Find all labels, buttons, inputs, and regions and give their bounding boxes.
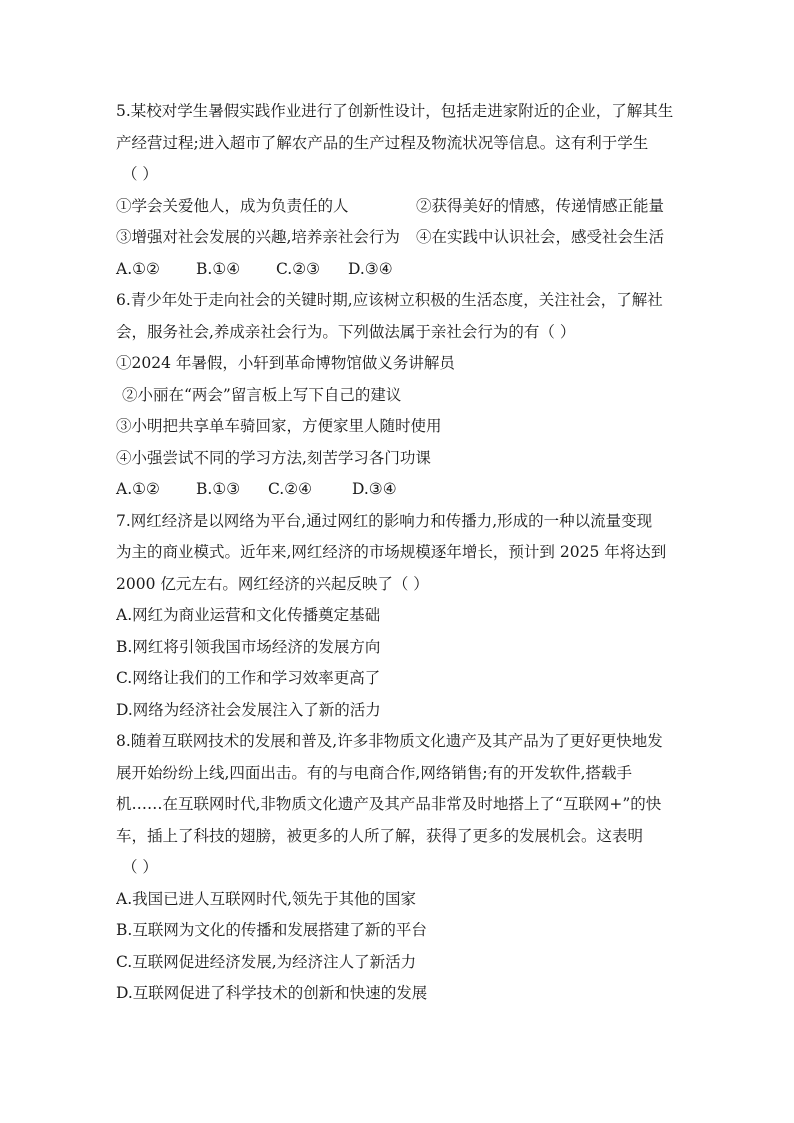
statement-item: ②小丽在“两会”留言板上写下自己的建议 bbox=[122, 385, 402, 404]
option-d: D.互联网促进了科学技术的创新和快速的发展 bbox=[116, 984, 428, 1002]
answer-parentheses: （ ） bbox=[122, 165, 158, 183]
statement-item: ④小强尝试不同的学习方法,刻苦学习各门功课 bbox=[116, 448, 431, 467]
question-stem-line: 产经营过程;进入超市了解农产品的生产过程及物流状况等信息。这有利于学生 bbox=[116, 133, 649, 152]
option-b: B.互联网为文化的传播和发展搭建了新的平台 bbox=[116, 921, 427, 939]
statement-item: ①2024 年暑假，小轩到革命博物馆做义务讲解员 bbox=[116, 354, 455, 372]
question-stem-line: 8.随着互联网技术的发展和普及,许多非物质文化遗产及其产品为了更好更快地发 bbox=[116, 732, 663, 750]
option-c: C.互联网促进经济发展,为经济注人了新活力 bbox=[116, 952, 417, 971]
option-c: C.网络让我们的工作和学习效率更高了 bbox=[116, 669, 381, 687]
statement-item: ③小明把共享单车骑回家，方便家里人随时使用 bbox=[116, 417, 442, 435]
option-b: B.①③ bbox=[196, 480, 241, 498]
statement-row bbox=[116, 191, 686, 223]
question-5 bbox=[116, 96, 686, 285]
option-d: D.网络为经济社会发展注入了新的活力 bbox=[116, 700, 381, 719]
option-a: A.①② bbox=[116, 480, 160, 498]
question-stem-line: 车，插上了科技的翅膀，被更多的人所了解，获得了更多的发展机会。这表明 bbox=[116, 826, 644, 845]
option-b: B.网红将引领我国市场经济的发展方向 bbox=[116, 637, 381, 656]
options-row bbox=[116, 474, 686, 506]
option-c: C.②③ bbox=[276, 259, 321, 278]
statement-item: ①学会关爱他人，成为负责任的人 bbox=[116, 196, 349, 215]
question-stem-line: 为主的商业模式。近年来,网红经济的市场规模逐年增长，预计到 2025 年将达到 bbox=[116, 543, 667, 561]
question-stem-line: 会，服务社会,养成亲社会行为。下列做法属于亲社会行为的有（ ） bbox=[116, 322, 576, 341]
option-d: D.③④ bbox=[348, 259, 393, 278]
option-a: A.我国已进人互联网时代,领先于其他的国家 bbox=[116, 889, 417, 908]
option-b: B.①④ bbox=[196, 259, 241, 278]
question-8 bbox=[116, 726, 686, 1010]
statement-item: ③增强对社会发展的兴趣,培养亲社会行为 bbox=[116, 228, 400, 246]
answer-parentheses: （ ） bbox=[122, 858, 158, 876]
exam-page bbox=[116, 96, 686, 1010]
option-c: C.②④ bbox=[268, 480, 313, 498]
statement-row bbox=[116, 222, 686, 254]
option-d: D.③④ bbox=[352, 480, 397, 498]
question-stem-line: 展开始纷纷上线,四面出击。有的与电商合作,网络销售;有的开发软件,搭载手 bbox=[116, 763, 633, 782]
question-stem-line: 2000 亿元左右。网红经济的兴起反映了（ ） bbox=[116, 574, 429, 593]
option-a: A.网红为商业运营和文化传播奠定基础 bbox=[116, 606, 381, 624]
question-6 bbox=[116, 285, 686, 506]
options-row bbox=[116, 254, 686, 286]
question-stem-line: 5.某校对学生暑假实践作业进行了创新性设计，包括走进家附近的企业，了解其生 bbox=[116, 102, 674, 120]
question-stem-line: 6.青少年处于走向社会的关键时期,应该树立积极的生活态度，关注社会，了解社 bbox=[116, 291, 663, 309]
statement-item: ④在实践中认识社会，感受社会生活 bbox=[416, 228, 665, 246]
option-a: A.①② bbox=[116, 259, 160, 278]
question-stem-line: 机……在互联网时代,非物质文化遗产及其产品非常及时地搭上了“互联网+”的快 bbox=[116, 795, 662, 813]
question-7 bbox=[116, 506, 686, 727]
statement-item: ②获得美好的情感，传递情感正能量 bbox=[416, 196, 665, 215]
question-stem-line: 7.网红经济是以网络为平台,通过网红的影响力和传播力,形成的一种以流量变现 bbox=[116, 511, 653, 530]
